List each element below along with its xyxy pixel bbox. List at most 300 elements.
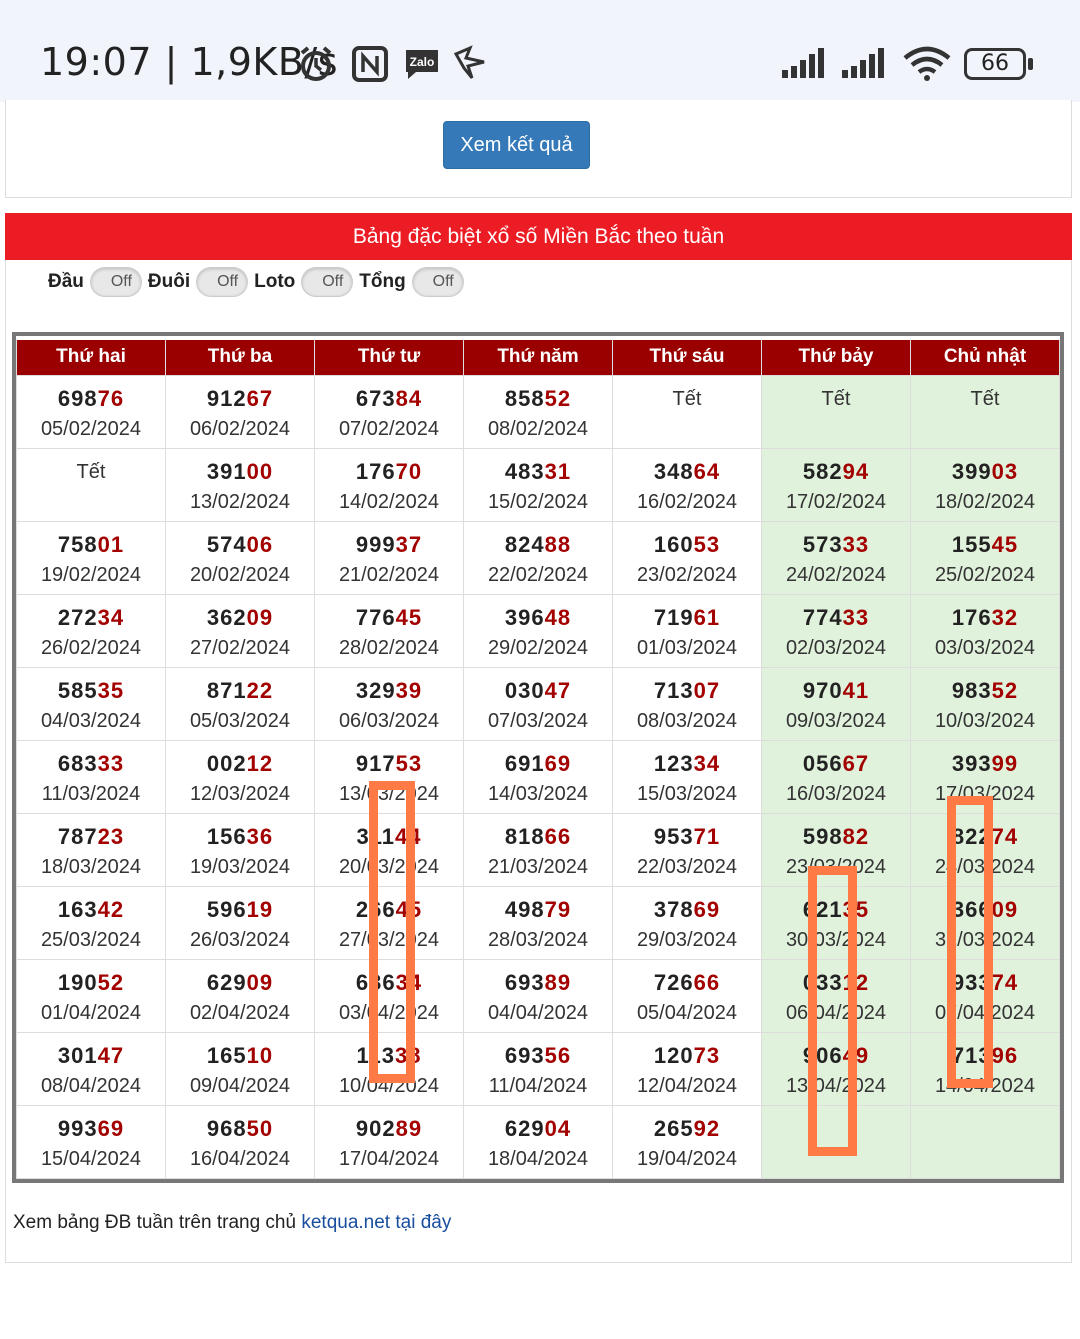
number-last-two: 84 xyxy=(395,385,423,411)
special-number xyxy=(17,970,165,996)
draw-date: 13/02/2024 xyxy=(189,490,291,513)
number-prefix: 636 xyxy=(355,969,396,995)
number-last-two: 94 xyxy=(842,458,870,484)
special-number xyxy=(17,824,165,850)
special-number xyxy=(613,751,761,777)
special-number xyxy=(315,751,463,777)
toggle-dau[interactable]: Off xyxy=(90,267,142,297)
column-header: Chủ nhật xyxy=(911,338,1060,375)
result-cell xyxy=(17,740,166,813)
number-prefix: 968 xyxy=(206,1115,247,1141)
special-number xyxy=(17,532,165,558)
draw-date: 06/03/2024 xyxy=(338,709,440,732)
special-number xyxy=(911,678,1059,704)
special-number xyxy=(17,897,165,923)
number-last-two: 69 xyxy=(544,750,572,776)
table-header-row xyxy=(17,338,1060,375)
special-number xyxy=(315,678,463,704)
special-number xyxy=(762,459,910,485)
number-last-two: 34 xyxy=(395,969,423,995)
result-cell xyxy=(166,1105,315,1178)
number-last-two: 66 xyxy=(544,823,572,849)
special-number xyxy=(166,678,314,704)
number-prefix: 301 xyxy=(57,1042,98,1068)
table-row xyxy=(17,448,1060,521)
special-number xyxy=(166,970,314,996)
number-prefix: 933 xyxy=(951,969,992,995)
number-last-two: 79 xyxy=(544,896,572,922)
result-cell xyxy=(17,1105,166,1178)
draw-date: 13/04/2024 xyxy=(785,1074,887,1097)
number-prefix: 787 xyxy=(57,823,98,849)
draw-date: 10/04/2024 xyxy=(338,1074,440,1097)
draw-date: 15/03/2024 xyxy=(636,782,738,805)
draw-date: 28/03/2024 xyxy=(487,928,589,951)
number-last-two: 52 xyxy=(991,677,1019,703)
number-prefix: 822 xyxy=(951,823,992,849)
draw-date: 27/02/2024 xyxy=(189,636,291,659)
result-cell xyxy=(315,667,464,740)
toggle-tong[interactable]: Off xyxy=(412,267,464,297)
draw-date: 21/03/2024 xyxy=(487,855,589,878)
number-prefix: 917 xyxy=(355,750,396,776)
special-number xyxy=(464,970,612,996)
alarm-icon xyxy=(298,44,334,84)
special-number xyxy=(464,1116,612,1142)
result-cell xyxy=(315,594,464,667)
number-prefix: 573 xyxy=(802,531,843,557)
table-row xyxy=(17,521,1060,594)
draw-date: 24/02/2024 xyxy=(785,563,887,586)
result-cell xyxy=(464,667,613,740)
status-time: 19:07 | 1,9KB/s xyxy=(40,40,338,84)
number-last-two: 45 xyxy=(395,604,423,630)
result-cell xyxy=(911,375,1060,448)
number-prefix: 970 xyxy=(802,677,843,703)
result-cell xyxy=(166,667,315,740)
footer-text: Xem bảng ĐB tuần trên trang chủ xyxy=(13,1212,302,1233)
number-prefix: 176 xyxy=(951,604,992,630)
toggle-bar xyxy=(48,266,470,298)
special-number xyxy=(464,605,612,631)
table-row xyxy=(17,740,1060,813)
number-prefix: 348 xyxy=(653,458,694,484)
result-cell xyxy=(315,521,464,594)
draw-date: 17/03/2024 xyxy=(934,782,1036,805)
draw-date: 11/04/2024 xyxy=(488,1074,588,1097)
wifi-icon xyxy=(902,46,952,82)
draw-date: 25/03/2024 xyxy=(40,928,142,951)
column-header: Thứ hai xyxy=(17,338,166,375)
number-prefix: 396 xyxy=(504,604,545,630)
number-prefix: 582 xyxy=(802,458,843,484)
special-number xyxy=(613,605,761,631)
battery-indicator: 66 xyxy=(964,48,1026,80)
result-cell xyxy=(911,1105,1060,1178)
draw-date: 01/04/2024 xyxy=(40,1001,142,1024)
result-cell xyxy=(464,813,613,886)
special-number xyxy=(464,532,612,558)
draw-date: 25/02/2024 xyxy=(934,563,1036,586)
draw-date: 07/04/2024 xyxy=(934,1001,1036,1024)
table-row xyxy=(17,594,1060,667)
number-prefix: 498 xyxy=(504,896,545,922)
number-last-two: 36 xyxy=(246,823,274,849)
number-prefix: 902 xyxy=(355,1115,396,1141)
number-prefix: 265 xyxy=(653,1115,694,1141)
number-last-two: 33 xyxy=(97,750,125,776)
number-last-two: 35 xyxy=(97,677,125,703)
number-last-two: 41 xyxy=(842,677,870,703)
draw-date: 18/03/2024 xyxy=(40,855,142,878)
draw-date: 31/03/2024 xyxy=(934,928,1036,951)
draw-date: 04/04/2024 xyxy=(487,1001,589,1024)
draw-date: 29/02/2024 xyxy=(487,636,589,659)
number-prefix: 774 xyxy=(802,604,843,630)
number-last-two: 34 xyxy=(97,604,125,630)
draw-date: 03/03/2024 xyxy=(934,636,1036,659)
result-cell xyxy=(613,521,762,594)
draw-date: 29/03/2024 xyxy=(636,928,738,951)
signal-icon xyxy=(782,44,830,80)
number-prefix: 311 xyxy=(356,823,395,849)
result-cell xyxy=(911,594,1060,667)
table-row xyxy=(17,813,1060,886)
number-last-two: 48 xyxy=(544,604,572,630)
draw-date: 05/03/2024 xyxy=(189,709,291,732)
number-prefix: 483 xyxy=(504,458,545,484)
special-number xyxy=(464,897,612,923)
homepage-link[interactable]: ketqua.net tại đây xyxy=(301,1212,452,1233)
draw-date: 22/02/2024 xyxy=(487,563,589,586)
number-prefix: 776 xyxy=(355,604,396,630)
table-body xyxy=(17,375,1060,1178)
draw-date: 07/02/2024 xyxy=(338,417,440,440)
number-last-two: 71 xyxy=(693,823,721,849)
number-last-two: 07 xyxy=(693,677,721,703)
special-number xyxy=(315,532,463,558)
number-last-two: 67 xyxy=(246,385,274,411)
special-number xyxy=(762,678,910,704)
holiday-label: Tết xyxy=(970,387,1000,410)
number-prefix: 399 xyxy=(951,458,992,484)
number-prefix: 683 xyxy=(57,750,98,776)
battery-tip xyxy=(1028,58,1033,70)
number-prefix: 163 xyxy=(57,896,98,922)
result-cell xyxy=(464,1105,613,1178)
highlight-box-2 xyxy=(808,866,857,1156)
draw-date: 19/03/2024 xyxy=(189,855,291,878)
number-prefix: 156 xyxy=(206,823,247,849)
number-prefix: 629 xyxy=(206,969,247,995)
result-cell xyxy=(464,740,613,813)
draw-date: 20/03/2024 xyxy=(338,855,440,878)
toggle-loto[interactable]: Off xyxy=(301,267,353,297)
special-number xyxy=(315,605,463,631)
number-last-two: 74 xyxy=(991,969,1019,995)
toggle-duoi[interactable]: Off xyxy=(196,267,248,297)
number-prefix: 113 xyxy=(356,1042,395,1068)
number-prefix: 165 xyxy=(206,1042,247,1068)
app-fox-icon xyxy=(452,44,488,84)
special-number xyxy=(464,459,612,485)
draw-date: 27/03/2024 xyxy=(338,928,440,951)
number-prefix: 366 xyxy=(951,896,992,922)
number-prefix: 953 xyxy=(653,823,694,849)
status-bar xyxy=(0,0,1080,102)
result-cell xyxy=(17,521,166,594)
footer-note xyxy=(13,1212,451,1234)
number-prefix: 030 xyxy=(504,677,545,703)
number-last-two: 09 xyxy=(246,969,274,995)
number-last-two: 19 xyxy=(246,896,274,922)
number-last-two: 96 xyxy=(991,1042,1019,1068)
number-prefix: 629 xyxy=(504,1115,545,1141)
result-cell xyxy=(911,521,1060,594)
draw-date: 06/02/2024 xyxy=(189,417,291,440)
number-last-two: 69 xyxy=(97,1115,125,1141)
number-last-two: 22 xyxy=(246,677,274,703)
special-number xyxy=(762,824,910,850)
special-number xyxy=(911,751,1059,777)
number-prefix: 993 xyxy=(57,1115,98,1141)
highlight-box-3 xyxy=(947,796,993,1088)
column-header: Thứ ba xyxy=(166,338,315,375)
draw-date: 18/02/2024 xyxy=(934,490,1036,513)
special-number xyxy=(17,1116,165,1142)
holiday-label: Tết xyxy=(672,387,702,410)
special-number xyxy=(17,678,165,704)
special-number xyxy=(613,824,761,850)
table-row xyxy=(17,886,1060,959)
draw-date: 08/04/2024 xyxy=(40,1074,142,1097)
special-number xyxy=(166,1116,314,1142)
special-number xyxy=(464,824,612,850)
number-last-two: 03 xyxy=(991,458,1019,484)
special-number xyxy=(166,1043,314,1069)
number-last-two: 44 xyxy=(395,823,422,849)
draw-date: 04/03/2024 xyxy=(40,709,142,732)
draw-date: 05/04/2024 xyxy=(636,1001,738,1024)
draw-date: 01/03/2024 xyxy=(636,636,738,659)
draw-date: 18/04/2024 xyxy=(487,1147,589,1170)
draw-date: 07/03/2024 xyxy=(487,709,589,732)
result-cell xyxy=(464,594,613,667)
number-prefix: 176 xyxy=(355,458,396,484)
number-prefix: 574 xyxy=(206,531,247,557)
draw-date: 03/04/2024 xyxy=(338,1001,440,1024)
number-last-two: 73 xyxy=(693,1042,721,1068)
draw-date: 19/02/2024 xyxy=(40,563,142,586)
number-last-two: 61 xyxy=(693,604,721,630)
number-prefix: 698 xyxy=(57,385,98,411)
number-prefix: 824 xyxy=(504,531,545,557)
draw-date: 02/04/2024 xyxy=(189,1001,291,1024)
number-last-two: 31 xyxy=(544,458,572,484)
draw-date: 20/02/2024 xyxy=(189,563,291,586)
special-number xyxy=(762,751,910,777)
number-prefix: 120 xyxy=(653,1042,694,1068)
special-number xyxy=(17,386,165,412)
result-cell xyxy=(315,448,464,521)
table-row xyxy=(17,1105,1060,1178)
special-number xyxy=(315,386,463,412)
result-cell xyxy=(464,1032,613,1105)
number-prefix: 818 xyxy=(504,823,545,849)
holiday-label: Tết xyxy=(76,460,106,483)
number-prefix: 912 xyxy=(206,385,247,411)
toggle-label-tong: Tổng xyxy=(359,271,406,292)
special-number xyxy=(166,605,314,631)
number-prefix: 726 xyxy=(653,969,694,995)
result-cell xyxy=(762,667,911,740)
result-cell xyxy=(613,959,762,1032)
special-number xyxy=(911,605,1059,631)
draw-date: 12/03/2024 xyxy=(189,782,291,805)
special-number xyxy=(166,751,314,777)
result-cell xyxy=(17,1032,166,1105)
number-last-two: 12 xyxy=(842,969,870,995)
result-cell xyxy=(17,375,166,448)
number-last-two: 45 xyxy=(395,896,423,922)
number-prefix: 693 xyxy=(504,1042,545,1068)
number-last-two: 64 xyxy=(693,458,721,484)
view-results-button[interactable]: Xem kết quả xyxy=(443,121,590,169)
number-last-two: 39 xyxy=(395,677,423,703)
number-prefix: 362 xyxy=(206,604,247,630)
number-last-two: 37 xyxy=(395,531,423,557)
toggle-label-dau: Đầu xyxy=(48,271,84,292)
special-number xyxy=(315,1116,463,1142)
number-last-two: 33 xyxy=(842,531,870,557)
number-last-two: 06 xyxy=(246,531,274,557)
special-number xyxy=(464,1043,612,1069)
number-prefix: 391 xyxy=(206,458,247,484)
number-last-two: 01 xyxy=(97,531,125,557)
draw-date: 14/02/2024 xyxy=(338,490,440,513)
number-last-two: 67 xyxy=(842,750,870,776)
result-cell xyxy=(166,448,315,521)
result-cell xyxy=(762,448,911,521)
result-cell xyxy=(166,375,315,448)
result-cell xyxy=(315,1105,464,1178)
number-last-two: 47 xyxy=(544,677,572,703)
number-last-two: 69 xyxy=(693,896,721,922)
number-prefix: 713 xyxy=(951,1042,992,1068)
number-last-two: 56 xyxy=(544,1042,572,1068)
special-number xyxy=(166,459,314,485)
number-last-two: 34 xyxy=(693,750,721,776)
draw-date: 08/02/2024 xyxy=(487,417,589,440)
special-number xyxy=(613,970,761,996)
special-number xyxy=(166,824,314,850)
draw-date: 10/03/2024 xyxy=(934,709,1036,732)
number-last-two: 89 xyxy=(395,1115,423,1141)
column-header: Thứ năm xyxy=(464,338,613,375)
result-cell xyxy=(762,594,911,667)
result-cell xyxy=(17,959,166,1032)
result-cell xyxy=(166,959,315,1032)
result-cell xyxy=(464,521,613,594)
special-number xyxy=(613,678,761,704)
holiday-label: Tết xyxy=(821,387,851,410)
number-prefix: 673 xyxy=(355,385,396,411)
table-row xyxy=(17,375,1060,448)
result-cell xyxy=(911,667,1060,740)
number-last-two: 45 xyxy=(991,531,1019,557)
draw-date: 06/04/2024 xyxy=(785,1001,887,1024)
result-cell xyxy=(613,375,762,448)
number-last-two: 47 xyxy=(97,1042,125,1068)
draw-date: 05/02/2024 xyxy=(40,417,142,440)
result-cell xyxy=(613,886,762,959)
special-number xyxy=(613,532,761,558)
number-prefix: 983 xyxy=(951,677,992,703)
special-number xyxy=(613,459,761,485)
special-number xyxy=(762,605,910,631)
number-last-two: 74 xyxy=(991,823,1019,849)
result-cell xyxy=(464,886,613,959)
draw-date: 15/02/2024 xyxy=(487,490,589,513)
result-cell xyxy=(166,521,315,594)
result-cell xyxy=(315,375,464,448)
special-number xyxy=(911,459,1059,485)
number-last-two: 76 xyxy=(97,385,125,411)
draw-date: 21/02/2024 xyxy=(338,563,440,586)
draw-date: 11/03/2024 xyxy=(41,782,141,805)
number-last-two: 10 xyxy=(246,1042,274,1068)
special-number xyxy=(613,1043,761,1069)
result-cell xyxy=(464,448,613,521)
special-number xyxy=(315,459,463,485)
special-number xyxy=(762,532,910,558)
signal-icon-2 xyxy=(842,44,890,80)
number-prefix: 272 xyxy=(57,604,98,630)
toggle-label-loto: Loto xyxy=(254,271,296,292)
number-prefix: 266 xyxy=(355,896,396,922)
special-number xyxy=(464,386,612,412)
results-table-wrapper xyxy=(12,332,1064,1183)
result-cell xyxy=(464,375,613,448)
draw-date: 26/03/2024 xyxy=(189,928,291,951)
special-number xyxy=(17,751,165,777)
number-prefix: 871 xyxy=(206,677,247,703)
result-cell xyxy=(613,813,762,886)
toggle-label-duoi: Đuôi xyxy=(147,271,191,292)
draw-date: 23/02/2024 xyxy=(636,563,738,586)
number-last-two: 23 xyxy=(97,823,125,849)
result-cell xyxy=(762,375,911,448)
result-cell xyxy=(17,813,166,886)
number-prefix: 155 xyxy=(951,531,992,557)
draw-date: 16/03/2024 xyxy=(785,782,887,805)
table-row xyxy=(17,959,1060,1032)
number-last-two: 52 xyxy=(544,385,572,411)
result-cell xyxy=(613,1032,762,1105)
number-last-two: 92 xyxy=(693,1115,721,1141)
draw-date: 26/02/2024 xyxy=(40,636,142,659)
draw-date: 28/02/2024 xyxy=(338,636,440,659)
number-prefix: 378 xyxy=(653,896,694,922)
special-number xyxy=(17,605,165,631)
zalo-icon xyxy=(402,44,442,84)
special-number xyxy=(464,751,612,777)
number-prefix: 713 xyxy=(653,677,694,703)
special-number xyxy=(613,897,761,923)
draw-date: 22/03/2024 xyxy=(636,855,738,878)
result-cell xyxy=(911,448,1060,521)
number-last-two: 09 xyxy=(246,604,274,630)
